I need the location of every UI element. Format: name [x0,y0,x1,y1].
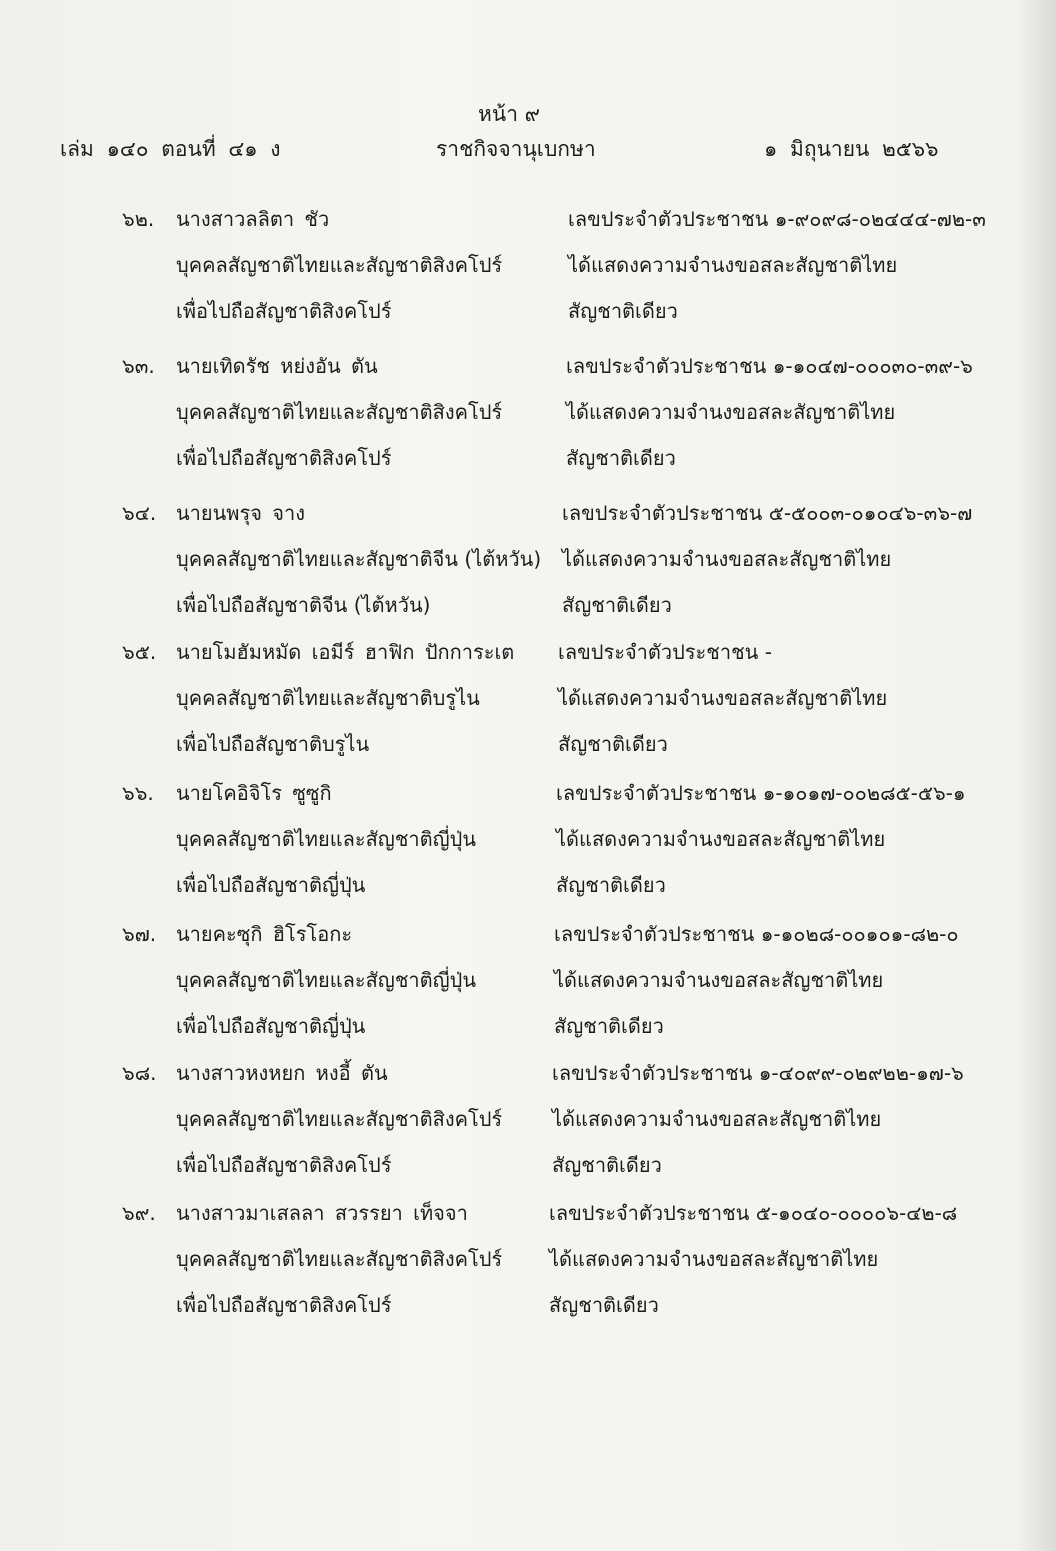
list-item [0,350,1056,495]
renunciation-purpose: เพื่อไปถือสัญชาติจีน (ไต้หวัน) [176,593,431,617]
entry-number: ๖๘. [122,1061,157,1085]
renunciation-declaration: ได้แสดงความจำนงขอสละสัญชาติไทย [549,1247,879,1271]
renunciation-purpose: เพื่อไปถือสัญชาติสิงคโปร์ [176,299,392,323]
page-number: หน้า ๙ [478,102,541,126]
renunciation-purpose: เพื่อไปถือสัญชาติสิงคโปร์ [176,446,392,470]
person-name: นางสาวมาเสลลา สวรรยา เท็จจา [176,1201,468,1225]
list-item [0,1057,1056,1202]
nationality-status: บุคคลสัญชาติไทยและสัญชาติสิงคโปร์ [176,400,503,424]
single-nationality: สัญชาติเดียว [554,1014,664,1038]
volume-issue: เล่ม ๑๔๐ ตอนที่ ๔๑ ง [60,137,281,161]
publication-date: ๑ มิถุนายน ๒๕๖๖ [764,137,939,161]
citizen-id: เลขประจำตัวประชาชน ๑-๔๐๙๙-๐๒๙๒๒-๑๗-๖ [552,1061,964,1085]
entry-number: ๖๓. [122,354,155,378]
person-name: นายคะซุกิ ฮิโรโอกะ [176,922,353,946]
list-item [0,777,1056,922]
single-nationality: สัญชาติเดียว [556,873,666,897]
entry-number: ๖๖. [122,781,154,805]
person-name: นายเทิดรัช หย่งอัน ตัน [176,354,378,378]
person-name: นายโคอิจิโร ซูซูกิ [176,781,332,805]
entry-number: ๖๙. [122,1201,156,1225]
renunciation-declaration: ได้แสดงความจำนงขอสละสัญชาติไทย [562,547,892,571]
renunciation-declaration: ได้แสดงความจำนงขอสละสัญชาติไทย [554,968,884,992]
entry-number: ๖๗. [122,922,157,946]
nationality-status: บุคคลสัญชาติไทยและสัญชาติญี่ปุ่น [176,827,477,851]
nationality-status: บุคคลสัญชาติไทยและสัญชาติบรูไน [176,686,480,710]
list-item [0,203,1056,348]
renunciation-purpose: เพื่อไปถือสัญชาติญี่ปุ่น [176,873,366,897]
entry-number: ๖๕. [122,640,157,664]
single-nationality: สัญชาติเดียว [566,446,676,470]
person-name: นายโมฮัมหมัด เอมีร์ ฮาฟิก ปักการะเต [176,640,515,664]
renunciation-purpose: เพื่อไปถือสัญชาติญี่ปุ่น [176,1014,366,1038]
nationality-status: บุคคลสัญชาติไทยและสัญชาติสิงคโปร์ [176,253,503,277]
list-item [0,497,1056,642]
renunciation-declaration: ได้แสดงความจำนงขอสละสัญชาติไทย [552,1107,882,1131]
renunciation-purpose: เพื่อไปถือสัญชาติสิงคโปร์ [176,1293,392,1317]
renunciation-purpose: เพื่อไปถือสัญชาติสิงคโปร์ [176,1153,392,1177]
person-name: นางสาวหงหยก หงอี้ ตัน [176,1061,388,1085]
publication-title: ราชกิจจานุเบกษา [436,137,596,161]
list-item [0,636,1056,781]
list-item [0,1197,1056,1342]
citizen-id: เลขประจำตัวประชาชน ๕-๑๐๔๐-๐๐๐๐๖-๔๒-๘ [549,1201,958,1225]
single-nationality: สัญชาติเดียว [568,299,678,323]
renunciation-declaration: ได้แสดงความจำนงขอสละสัญชาติไทย [568,253,898,277]
nationality-status: บุคคลสัญชาติไทยและสัญชาติจีน (ไต้หวัน) [176,547,542,571]
citizen-id: เลขประจำตัวประชาชน - [558,640,772,664]
list-item [0,918,1056,1063]
nationality-status: บุคคลสัญชาติไทยและสัญชาติสิงคโปร์ [176,1107,503,1131]
citizen-id: เลขประจำตัวประชาชน ๕-๕๐๐๓-๐๑๐๔๖-๓๖-๗ [562,501,973,525]
renunciation-declaration: ได้แสดงความจำนงขอสละสัญชาติไทย [556,827,886,851]
single-nationality: สัญชาติเดียว [558,732,668,756]
citizen-id: เลขประจำตัวประชาชน ๑-๑๐๑๗-๐๐๒๘๕-๕๖-๑ [556,781,966,805]
entry-number: ๖๔. [122,501,157,525]
single-nationality: สัญชาติเดียว [562,593,672,617]
nationality-status: บุคคลสัญชาติไทยและสัญชาติญี่ปุ่น [176,968,477,992]
citizen-id: เลขประจำตัวประชาชน ๑-๑๐๔๗-๐๐๐๓๐-๓๙-๖ [566,354,973,378]
citizen-id: เลขประจำตัวประชาชน ๑-๙๐๙๘-๐๒๔๔๔-๗๒-๓ [568,207,986,231]
renunciation-purpose: เพื่อไปถือสัญชาติบรูไน [176,732,370,756]
person-name: นายนพรุจ จาง [176,501,306,525]
entry-number: ๖๒. [122,207,155,231]
renunciation-declaration: ได้แสดงความจำนงขอสละสัญชาติไทย [566,400,896,424]
person-name: นางสาวลลิตา ชัว [176,207,330,231]
citizen-id: เลขประจำตัวประชาชน ๑-๑๐๒๘-๐๐๑๐๑-๘๒-๐ [554,922,959,946]
renunciation-declaration: ได้แสดงความจำนงขอสละสัญชาติไทย [558,686,888,710]
single-nationality: สัญชาติเดียว [549,1293,659,1317]
nationality-status: บุคคลสัญชาติไทยและสัญชาติสิงคโปร์ [176,1247,503,1271]
single-nationality: สัญชาติเดียว [552,1153,662,1177]
